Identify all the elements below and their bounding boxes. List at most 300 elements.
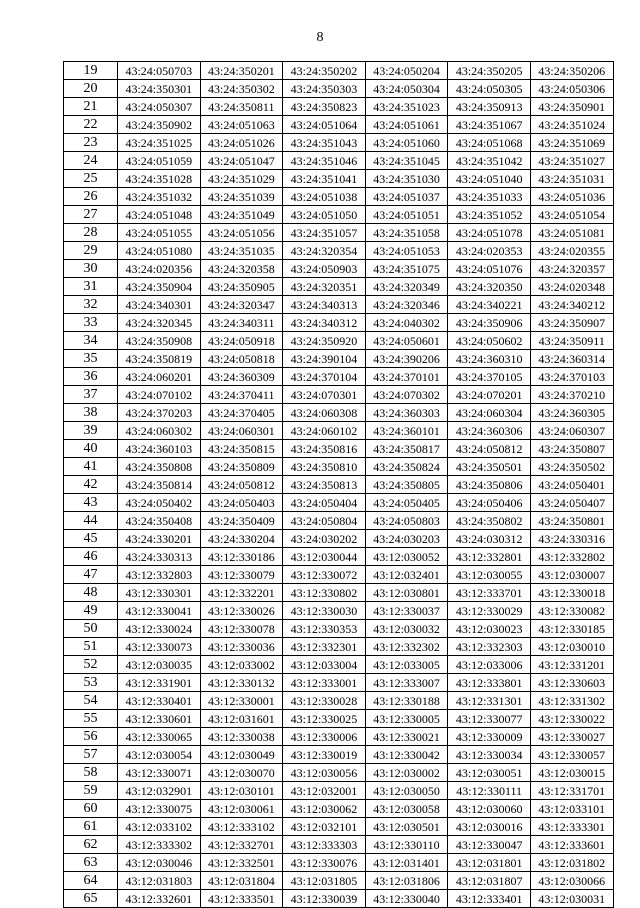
- row-number-cell: 57: [64, 746, 118, 764]
- row-number-cell: 61: [64, 818, 118, 836]
- row-number-cell: 64: [64, 872, 118, 890]
- row-number-cell: 27: [64, 206, 118, 224]
- cadastral-number-cell: 43:24:340313: [283, 296, 366, 314]
- row-number-cell: 56: [64, 728, 118, 746]
- cadastral-number-cell: 43:24:350502: [530, 458, 613, 476]
- table-row: [64, 566, 614, 584]
- cadastral-number-cell: 43:24:051054: [530, 206, 613, 224]
- cadastral-number-cell: 43:12:330188: [365, 692, 448, 710]
- cadastral-number-cell: 43:24:050602: [448, 332, 531, 350]
- cadastral-number-cell: 43:24:020356: [118, 260, 201, 278]
- cadastral-number-cell: 43:24:351033: [448, 188, 531, 206]
- cadastral-number-cell: 43:12:333601: [530, 836, 613, 854]
- table-row: [64, 404, 614, 422]
- cadastral-number-cell: 43:24:050918: [200, 332, 283, 350]
- cadastral-number-cell: 43:24:050703: [118, 62, 201, 80]
- cadastral-number-cell: 43:12:030051: [448, 764, 531, 782]
- cadastral-number-cell: 43:24:050812: [200, 476, 283, 494]
- cadastral-number-cell: 43:12:333102: [200, 818, 283, 836]
- cadastral-number-cell: 43:12:030023: [448, 620, 531, 638]
- table-row: [64, 296, 614, 314]
- table-row: [64, 656, 614, 674]
- row-number-cell: 23: [64, 134, 118, 152]
- cadastral-number-cell: 43:24:050818: [200, 350, 283, 368]
- row-number-cell: 25: [64, 170, 118, 188]
- row-number-cell: 20: [64, 80, 118, 98]
- cadastral-number-cell: 43:24:051051: [365, 206, 448, 224]
- cadastral-number-cell: 43:24:360306: [448, 422, 531, 440]
- row-number-cell: 44: [64, 512, 118, 530]
- cadastral-number-cell: 43:12:330005: [365, 710, 448, 728]
- row-number-cell: 24: [64, 152, 118, 170]
- cadastral-number-cell: 43:12:030050: [365, 782, 448, 800]
- cadastral-number-cell: 43:24:370405: [200, 404, 283, 422]
- cadastral-number-cell: 43:24:370210: [530, 386, 613, 404]
- cadastral-number-cell: 43:24:350206: [530, 62, 613, 80]
- cadastral-number-cell: 43:24:350814: [118, 476, 201, 494]
- row-number-cell: 46: [64, 548, 118, 566]
- cadastral-number-cell: 43:24:050803: [365, 512, 448, 530]
- cadastral-number-cell: 43:24:351043: [283, 134, 366, 152]
- table-row: [64, 368, 614, 386]
- table-row: [64, 548, 614, 566]
- cadastral-number-cell: 43:24:050406: [448, 494, 531, 512]
- cadastral-number-cell: 43:24:330204: [200, 530, 283, 548]
- cadastral-number-cell: 43:24:051068: [448, 134, 531, 152]
- table-row: [64, 530, 614, 548]
- cadastral-number-cell: 43:24:370105: [448, 368, 531, 386]
- cadastral-number-cell: 43:24:360305: [530, 404, 613, 422]
- table-row: [64, 494, 614, 512]
- cadastral-number-cell: 43:24:320349: [365, 278, 448, 296]
- cadastral-number-cell: 43:24:350810: [283, 458, 366, 476]
- cadastral-number-cell: 43:24:340301: [118, 296, 201, 314]
- cadastral-number-cell: 43:12:030801: [365, 584, 448, 602]
- cadastral-number-cell: 43:24:320351: [283, 278, 366, 296]
- cadastral-number-cell: 43:24:051026: [200, 134, 283, 152]
- row-number-cell: 51: [64, 638, 118, 656]
- cadastral-number-cell: 43:24:350907: [530, 314, 613, 332]
- cadastral-number-cell: 43:24:351030: [365, 170, 448, 188]
- cadastral-number-cell: 43:12:033102: [118, 818, 201, 836]
- cadastral-number-cell: 43:24:350301: [118, 80, 201, 98]
- table-row: [64, 728, 614, 746]
- cadastral-number-cell: 43:24:351045: [365, 152, 448, 170]
- cadastral-number-cell: 43:24:051037: [365, 188, 448, 206]
- cadastral-number-cell: 43:24:351042: [448, 152, 531, 170]
- row-number-cell: 47: [64, 566, 118, 584]
- cadastral-number-cell: 43:24:350205: [448, 62, 531, 80]
- cadastral-number-cell: 43:12:330077: [448, 710, 531, 728]
- cadastral-number-cell: 43:24:351046: [283, 152, 366, 170]
- cadastral-number-cell: 43:24:330313: [118, 548, 201, 566]
- table-row: [64, 80, 614, 98]
- table-row: [64, 206, 614, 224]
- table-row: [64, 674, 614, 692]
- cadastral-number-cell: 43:24:070302: [365, 386, 448, 404]
- cadastral-number-cell: 43:24:051050: [283, 206, 366, 224]
- cadastral-number-cell: 43:12:030058: [365, 800, 448, 818]
- cadastral-number-cell: 43:24:350501: [448, 458, 531, 476]
- cadastral-number-cell: 43:24:060302: [118, 422, 201, 440]
- cadastral-number-cell: 43:12:333301: [530, 818, 613, 836]
- cadastral-number-cell: 43:24:350823: [283, 98, 366, 116]
- cadastral-number-cell: 43:12:030035: [118, 656, 201, 674]
- row-number-cell: 19: [64, 62, 118, 80]
- row-number-cell: 55: [64, 710, 118, 728]
- cadastral-number-cell: 43:24:051064: [283, 116, 366, 134]
- cadastral-number-cell: 43:24:350201: [200, 62, 283, 80]
- table-row: [64, 710, 614, 728]
- cadastral-number-cell: 43:24:351027: [530, 152, 613, 170]
- cadastral-number-cell: 43:12:330072: [283, 566, 366, 584]
- cadastral-number-cell: 43:12:330018: [530, 584, 613, 602]
- cadastral-number-cell: 43:24:051038: [283, 188, 366, 206]
- cadastral-number-cell: 43:24:350901: [530, 98, 613, 116]
- cadastral-number-cell: 43:24:350303: [283, 80, 366, 98]
- cadastral-number-cell: 43:24:051059: [118, 152, 201, 170]
- cadastral-number-cell: 43:24:350408: [118, 512, 201, 530]
- table-row: [64, 440, 614, 458]
- cadastral-number-cell: 43:24:350202: [283, 62, 366, 80]
- cadastral-number-cell: 43:24:050407: [530, 494, 613, 512]
- table-row: [64, 422, 614, 440]
- cadastral-number-cell: 43:24:350806: [448, 476, 531, 494]
- cadastral-number-cell: 43:24:050304: [365, 80, 448, 98]
- cadastral-number-cell: 43:12:331302: [530, 692, 613, 710]
- cadastral-number-cell: 43:24:350409: [200, 512, 283, 530]
- cadastral-number-cell: 43:24:350813: [283, 476, 366, 494]
- cadastral-number-cell: 43:12:330802: [283, 584, 366, 602]
- cadastral-number-cell: 43:24:050403: [200, 494, 283, 512]
- cadastral-number-cell: 43:12:030066: [530, 872, 613, 890]
- cadastral-number-cell: 43:12:330078: [200, 620, 283, 638]
- cadastral-number-cell: 43:24:030203: [365, 530, 448, 548]
- cadastral-number-cell: 43:24:020353: [448, 242, 531, 260]
- cadastral-number-cell: 43:12:333801: [448, 674, 531, 692]
- cadastral-number-cell: 43:24:050601: [365, 332, 448, 350]
- cadastral-number-cell: 43:12:330076: [283, 854, 366, 872]
- table-row: [64, 602, 614, 620]
- cadastral-number-cell: 43:24:350809: [200, 458, 283, 476]
- cadastral-number-cell: 43:24:320345: [118, 314, 201, 332]
- cadastral-number-cell: 43:24:060301: [200, 422, 283, 440]
- table-row: [64, 854, 614, 872]
- cadastral-number-cell: 43:24:350908: [118, 332, 201, 350]
- table-row: [64, 386, 614, 404]
- cadastral-number-cell: 43:12:330603: [530, 674, 613, 692]
- cadastral-number-cell: 43:24:350906: [448, 314, 531, 332]
- cadastral-number-cell: 43:12:030044: [283, 548, 366, 566]
- cadastral-number-cell: 43:24:320346: [365, 296, 448, 314]
- cadastral-number-cell: 43:12:333302: [118, 836, 201, 854]
- cadastral-number-cell: 43:12:330132: [200, 674, 283, 692]
- cadastral-number-cell: 43:24:340212: [530, 296, 613, 314]
- cadastral-number-cell: 43:24:070301: [283, 386, 366, 404]
- cadastral-number-cell: 43:12:330041: [118, 602, 201, 620]
- cadastral-number-cell: 43:12:031401: [365, 854, 448, 872]
- cadastral-number-cell: 43:12:330186: [200, 548, 283, 566]
- row-number-cell: 62: [64, 836, 118, 854]
- cadastral-number-cell: 43:24:351058: [365, 224, 448, 242]
- cadastral-number-cell: 43:24:340311: [200, 314, 283, 332]
- cadastral-number-cell: 43:12:330022: [530, 710, 613, 728]
- cadastral-number-cell: 43:24:350819: [118, 350, 201, 368]
- cadastral-number-cell: 43:24:050405: [365, 494, 448, 512]
- cadastral-number-cell: 43:12:330009: [448, 728, 531, 746]
- cadastral-number-cell: 43:12:030002: [365, 764, 448, 782]
- cadastral-number-cell: 43:12:333303: [283, 836, 366, 854]
- cadastral-number-cell: 43:12:330028: [283, 692, 366, 710]
- cadastral-number-cell: 43:24:360101: [365, 422, 448, 440]
- table-row: [64, 638, 614, 656]
- row-number-cell: 43: [64, 494, 118, 512]
- cadastral-number-cell: 43:24:051036: [530, 188, 613, 206]
- cadastral-number-cell: 43:24:351031: [530, 170, 613, 188]
- page-number: 8: [316, 30, 324, 45]
- cadastral-number-cell: 43:24:050306: [530, 80, 613, 98]
- cadastral-number-cell: 43:24:370103: [530, 368, 613, 386]
- row-number-cell: 36: [64, 368, 118, 386]
- cadastral-number-cell: 43:12:330042: [365, 746, 448, 764]
- row-number-cell: 30: [64, 260, 118, 278]
- cadastral-number-cell: 43:12:330301: [118, 584, 201, 602]
- cadastral-number-cell: 43:24:060308: [283, 404, 366, 422]
- cadastral-number-cell: 43:24:350902: [118, 116, 201, 134]
- cadastral-number-cell: 43:24:020348: [530, 278, 613, 296]
- cadastral-number-cell: 43:24:051055: [118, 224, 201, 242]
- cadastral-number-cell: 43:12:031807: [448, 872, 531, 890]
- cadastral-number-cell: 43:24:051076: [448, 260, 531, 278]
- cadastral-number-cell: 43:12:033004: [283, 656, 366, 674]
- cadastral-number-cell: 43:24:351057: [283, 224, 366, 242]
- row-number-cell: 41: [64, 458, 118, 476]
- cadastral-number-cell: 43:24:370203: [118, 404, 201, 422]
- table-row: [64, 332, 614, 350]
- cadastral-number-cell: 43:12:330057: [530, 746, 613, 764]
- cadastral-number-cell: 43:24:351067: [448, 116, 531, 134]
- cadastral-number-cell: 43:24:351024: [530, 116, 613, 134]
- table-row: [64, 584, 614, 602]
- cadastral-number-cell: 43:12:030016: [448, 818, 531, 836]
- cadastral-number-cell: 43:12:032901: [118, 782, 201, 800]
- row-number-cell: 40: [64, 440, 118, 458]
- row-number-cell: 26: [64, 188, 118, 206]
- row-number-cell: 63: [64, 854, 118, 872]
- cadastral-number-cell: 43:12:331301: [448, 692, 531, 710]
- row-number-cell: 48: [64, 584, 118, 602]
- cadastral-number-cell: 43:24:350817: [365, 440, 448, 458]
- cadastral-number-cell: 43:12:030060: [448, 800, 531, 818]
- cadastral-number-cell: 43:24:060307: [530, 422, 613, 440]
- row-number-cell: 58: [64, 764, 118, 782]
- cadastral-number-cell: 43:12:330073: [118, 638, 201, 656]
- cadastral-number-cell: 43:12:331701: [530, 782, 613, 800]
- cadastral-number-cell: 43:12:032401: [365, 566, 448, 584]
- cadastral-number-cell: 43:12:330039: [283, 890, 366, 908]
- table-row: [64, 620, 614, 638]
- cadastral-number-cell: 43:12:033002: [200, 656, 283, 674]
- cadastral-number-cell: 43:24:350815: [200, 440, 283, 458]
- cadastral-number-cell: 43:24:051040: [448, 170, 531, 188]
- cadastral-number-cell: 43:24:350824: [365, 458, 448, 476]
- cadastral-number-cell: 43:24:020355: [530, 242, 613, 260]
- row-number-cell: 33: [64, 314, 118, 332]
- row-number-cell: 35: [64, 350, 118, 368]
- cadastral-number-cell: 43:24:051047: [200, 152, 283, 170]
- cadastral-number-cell: 43:12:330047: [448, 836, 531, 854]
- cadastral-number-cell: 43:24:360303: [365, 404, 448, 422]
- cadastral-number-cell: 43:24:351032: [118, 188, 201, 206]
- cadastral-number-cell: 43:24:050804: [283, 512, 366, 530]
- cadastral-number-cell: 43:12:332302: [365, 638, 448, 656]
- cadastral-number-cell: 43:12:031802: [530, 854, 613, 872]
- table-row: [64, 782, 614, 800]
- cadastral-number-cell: 43:24:051061: [365, 116, 448, 134]
- table-row: [64, 116, 614, 134]
- row-number-cell: 52: [64, 656, 118, 674]
- cadastral-number-cell: 43:24:051056: [200, 224, 283, 242]
- cadastral-number-cell: 43:24:370101: [365, 368, 448, 386]
- table-row: [64, 764, 614, 782]
- cadastral-number-cell: 43:12:331901: [118, 674, 201, 692]
- cadastral-number-cell: 43:24:050204: [365, 62, 448, 80]
- table-row: [64, 836, 614, 854]
- table-row: [64, 152, 614, 170]
- cadastral-number-cell: 43:12:332201: [200, 584, 283, 602]
- row-number-cell: 34: [64, 332, 118, 350]
- cadastral-number-cell: 43:24:360314: [530, 350, 613, 368]
- cadastral-number-cell: 43:24:351052: [448, 206, 531, 224]
- cadastral-number-cell: 43:12:332801: [448, 548, 531, 566]
- cadastral-number-cell: 43:12:330111: [448, 782, 531, 800]
- cadastral-number-cell: 43:24:351023: [365, 98, 448, 116]
- cadastral-number-cell: 43:24:040302: [365, 314, 448, 332]
- cadastral-number-cell: 43:24:351039: [200, 188, 283, 206]
- cadastral-number-cell: 43:12:330038: [200, 728, 283, 746]
- cadastral-number-cell: 43:12:030054: [118, 746, 201, 764]
- cadastral-number-cell: 43:24:050903: [283, 260, 366, 278]
- cadastral-number-cell: 43:12:031803: [118, 872, 201, 890]
- table-row: [64, 818, 614, 836]
- cadastral-number-cell: 43:24:350807: [530, 440, 613, 458]
- row-number-cell: 21: [64, 98, 118, 116]
- cadastral-number-cell: 43:12:330034: [448, 746, 531, 764]
- cadastral-number-cell: 43:24:390104: [283, 350, 366, 368]
- cadastral-number-cell: 43:12:031801: [448, 854, 531, 872]
- cadastral-number-cell: 43:12:031804: [200, 872, 283, 890]
- table-row: [64, 692, 614, 710]
- row-number-cell: 59: [64, 782, 118, 800]
- cadastral-number-cell: 43:12:030015: [530, 764, 613, 782]
- cadastral-number-cell: 43:12:033006: [448, 656, 531, 674]
- cadastral-number-cell: 43:12:030010: [530, 638, 613, 656]
- cadastral-number-cell: 43:24:051060: [365, 134, 448, 152]
- cadastral-number-cell: 43:24:051080: [118, 242, 201, 260]
- cadastral-number-cell: 43:12:330601: [118, 710, 201, 728]
- cadastral-number-cell: 43:12:332303: [448, 638, 531, 656]
- cadastral-number-cell: 43:12:330071: [118, 764, 201, 782]
- cadastral-number-cell: 43:12:030032: [365, 620, 448, 638]
- cadastral-number-cell: 43:12:332701: [200, 836, 283, 854]
- cadastral-number-cell: 43:12:330082: [530, 602, 613, 620]
- cadastral-number-cell: 43:12:333501: [200, 890, 283, 908]
- cadastral-number-cell: 43:24:030312: [448, 530, 531, 548]
- table-row: [64, 746, 614, 764]
- cadastral-number-cell: 43:12:030046: [118, 854, 201, 872]
- table-row: [64, 188, 614, 206]
- cadastral-number-cell: 43:24:051053: [365, 242, 448, 260]
- cadastral-number-cell: 43:24:350913: [448, 98, 531, 116]
- cadastral-number-cell: 43:12:030007: [530, 566, 613, 584]
- table-row: [64, 872, 614, 890]
- row-number-cell: 31: [64, 278, 118, 296]
- cadastral-number-cell: 43:24:350811: [200, 98, 283, 116]
- cadastral-number-cell: 43:24:350302: [200, 80, 283, 98]
- cadastral-number-cell: 43:24:351041: [283, 170, 366, 188]
- row-number-cell: 45: [64, 530, 118, 548]
- cadastral-number-cell: 43:24:050404: [283, 494, 366, 512]
- cadastral-number-cell: 43:12:330027: [530, 728, 613, 746]
- row-number-cell: 42: [64, 476, 118, 494]
- row-number-cell: 54: [64, 692, 118, 710]
- cadastral-number-cell: 43:24:351029: [200, 170, 283, 188]
- cadastral-number-cell: 43:24:030202: [283, 530, 366, 548]
- cadastral-number-cell: 43:24:060304: [448, 404, 531, 422]
- cadastral-number-cell: 43:24:051081: [530, 224, 613, 242]
- row-number-cell: 39: [64, 422, 118, 440]
- cadastral-number-cell: 43:12:333401: [448, 890, 531, 908]
- cadastral-number-cell: 43:12:330036: [200, 638, 283, 656]
- cadastral-number-cell: 43:24:051048: [118, 206, 201, 224]
- cadastral-number-cell: 43:12:030049: [200, 746, 283, 764]
- cadastral-number-cell: 43:24:351028: [118, 170, 201, 188]
- cadastral-number-cell: 43:24:320358: [200, 260, 283, 278]
- table-row: [64, 224, 614, 242]
- cadastral-number-cell: 43:12:031805: [283, 872, 366, 890]
- cadastral-number-cell: 43:12:330019: [283, 746, 366, 764]
- row-number-cell: 22: [64, 116, 118, 134]
- table-row: [64, 278, 614, 296]
- table-row: [64, 350, 614, 368]
- cadastral-number-cell: 43:12:330075: [118, 800, 201, 818]
- table-row: [64, 260, 614, 278]
- cadastral-number-cell: 43:12:333007: [365, 674, 448, 692]
- cadastral-number-cell: 43:24:351035: [200, 242, 283, 260]
- cadastral-number-cell: 43:12:330065: [118, 728, 201, 746]
- cadastral-number-cell: 43:24:351069: [530, 134, 613, 152]
- cadastral-number-cell: 43:24:050402: [118, 494, 201, 512]
- cadastral-number-cell: 43:24:351025: [118, 134, 201, 152]
- cadastral-number-cell: 43:24:050305: [448, 80, 531, 98]
- cadastral-number-cell: 43:24:350801: [530, 512, 613, 530]
- cadastral-number-cell: 43:12:330025: [283, 710, 366, 728]
- cadastral-number-cell: 43:24:350816: [283, 440, 366, 458]
- cadastral-number-cell: 43:24:351075: [365, 260, 448, 278]
- cadastral-number-cell: 43:12:030056: [283, 764, 366, 782]
- cadastral-number-cell: 43:12:330021: [365, 728, 448, 746]
- cadastral-number-cell: 43:24:350805: [365, 476, 448, 494]
- cadastral-number-cell: 43:12:031806: [365, 872, 448, 890]
- row-number-cell: 38: [64, 404, 118, 422]
- row-number-cell: 28: [64, 224, 118, 242]
- cadastral-number-cell: 43:24:350904: [118, 278, 201, 296]
- cadastral-number-cell: 43:24:390206: [365, 350, 448, 368]
- cadastral-number-cell: 43:12:330040: [365, 890, 448, 908]
- cadastral-number-cell: 43:24:370104: [283, 368, 366, 386]
- cadastral-number-cell: 43:24:070201: [448, 386, 531, 404]
- cadastral-number-cell: 43:12:330029: [448, 602, 531, 620]
